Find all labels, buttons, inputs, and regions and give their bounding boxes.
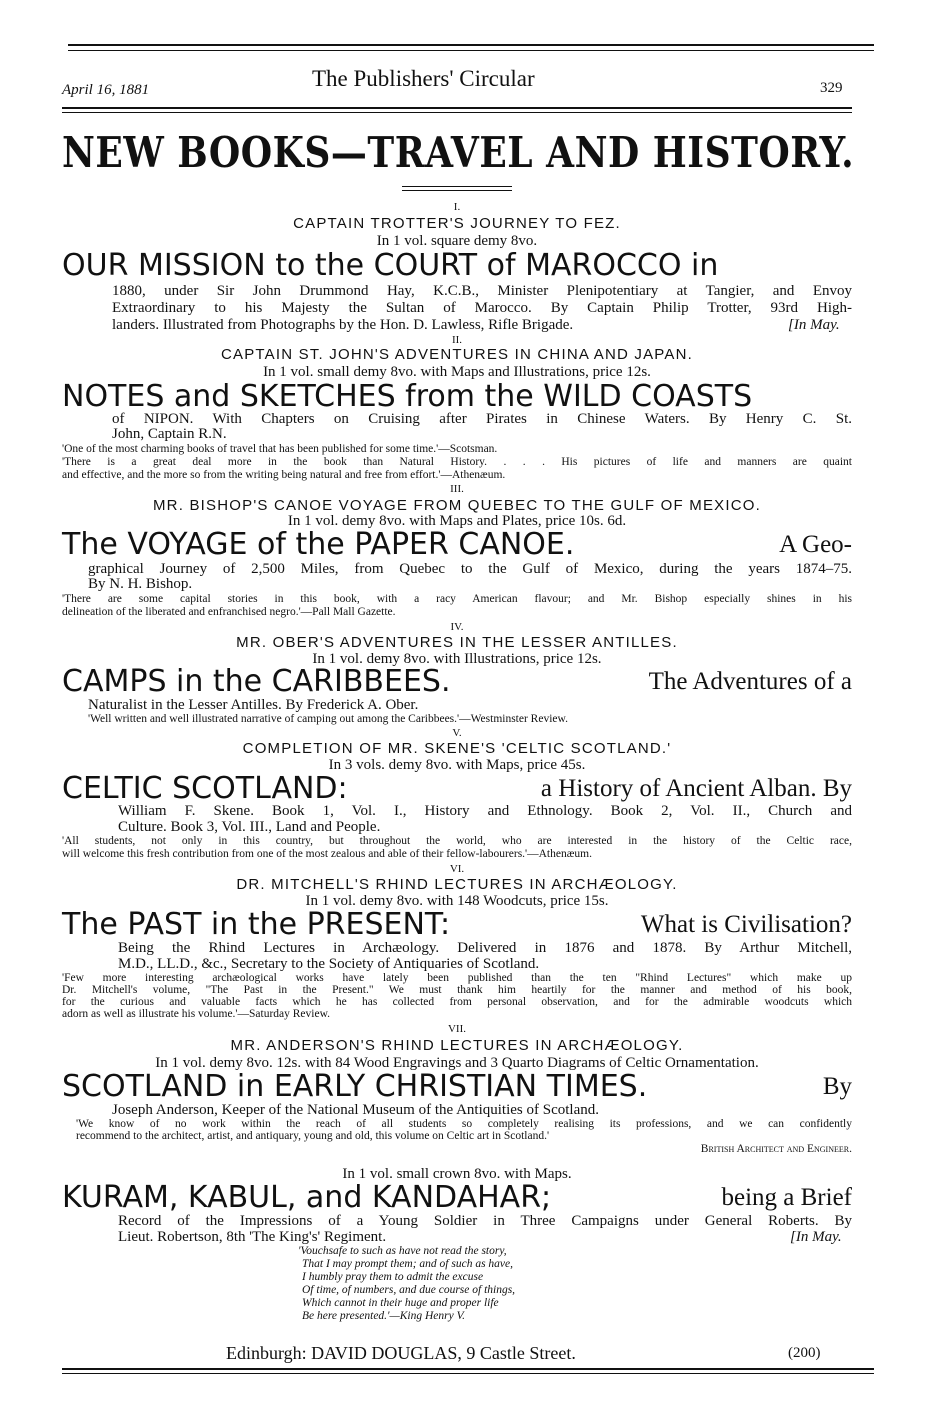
entry-title <box>62 1182 852 1214</box>
entry-title <box>62 1071 852 1103</box>
poem-line: Of time, of numbers, and due course of things, <box>302 1284 516 1296</box>
entry-title-tail: being a Brief <box>721 1184 852 1211</box>
entry-description: John, Captain R.N. <box>112 426 227 442</box>
header-rule <box>62 107 852 109</box>
entry-numeral: V. <box>452 727 462 739</box>
entry-description: Lieut. Robertson, 8th 'The King's' Regiment. <box>118 1229 387 1245</box>
entry-review: will welcome this fresh contribution from one of the most zealous and able of their fellow-labourers.'—Athenæum. <box>62 848 592 860</box>
entry-format: In 1 vol. demy 8vo. with Illustrations, price 12s. <box>312 651 602 667</box>
entry-format: In 1 vol. demy 8vo. with Maps and Plates, price 10s. 6d. <box>287 513 627 529</box>
entry-numeral: IV. <box>450 621 464 633</box>
entry-title-text: KURAM, KABUL, and KANDAHAR; <box>62 1180 552 1215</box>
entry-review: adorn as well as illustrate his volume.'—Saturday Review. <box>62 1008 331 1020</box>
entry-note: [In May. <box>790 1229 842 1245</box>
entry-description: landers. Illustrated from Photographs by the Hon. D. Lawless, Rifle Brigade. <box>112 317 574 333</box>
entry-title <box>62 909 852 941</box>
entry-format: In 3 vols. demy 8vo. with Maps, price 45s. <box>328 757 586 773</box>
journal-title: The Publishers' Circular <box>312 66 535 91</box>
entry-heading: MR. BISHOP'S CANOE VOYAGE FROM QUEBEC TO THE GULF OF MEXICO. <box>152 497 761 514</box>
issue-date: April 16, 1881 <box>62 82 150 98</box>
entry-title <box>62 529 852 561</box>
entry-review: Dr. Mitchell's volume, "The Past in the Present." We must thank him heartily for the manner and method of his book, <box>62 984 852 996</box>
entry-description: William F. Skene. Book 1, Vol. I., History and Ethnology. Book 2, Vol. II., Church and <box>118 803 852 819</box>
bottom-rule <box>62 1368 874 1370</box>
entry-numeral: III. <box>450 483 464 495</box>
entry-review: 'All students, not only in this country, but throughout the world, who are interested in the history of the Celtic race, <box>62 835 852 847</box>
entry-review: 'One of the most charming books of travel that has been published for some time.'—Scotsman. <box>62 443 498 455</box>
poem-line: 'Vouchsafe to such as have not read the story, <box>298 1245 507 1257</box>
entry-title <box>62 773 852 805</box>
publisher-imprint: Edinburgh: DAVID DOUGLAS, 9 Castle Street. <box>226 1343 576 1363</box>
entry-heading: DR. MITCHELL'S RHIND LECTURES IN ARCHÆOLOGY. <box>236 876 678 893</box>
entry-format: In 1 vol. small demy 8vo. with Maps and Illustrations, price 12s. <box>263 364 651 380</box>
page-number: 329 <box>820 80 843 96</box>
entry-title-tail: By <box>822 1073 852 1100</box>
entry-review: 'We know of no work within the reach of all students so completely realising its professions, and we can confidently <box>76 1118 852 1130</box>
entry-numeral: VI. <box>449 863 465 875</box>
top-rule-thin <box>68 50 874 51</box>
poem-line: That I may prompt them; and of such as have, <box>302 1258 514 1270</box>
entry-format: In 1 vol. demy 8vo. 12s. with 84 Wood Engravings and 3 Quarto Diagrams of Celtic Ornamentation. <box>155 1055 759 1071</box>
entry-description: Culture. Book 3, Vol. III., Land and People. <box>118 819 381 835</box>
entry-title <box>62 381 752 413</box>
entry-title-tail: What is Civilisation? <box>640 911 852 938</box>
entry-heading: COMPLETION OF MR. SKENE'S 'CELTIC SCOTLAND.' <box>242 740 672 757</box>
entry-description: Extraordinary to his Majesty the Sultan of Marocco. By Captain Philip Trotter, 93rd High- <box>112 300 852 316</box>
entry-description: By N. H. Bishop. <box>88 576 193 592</box>
entry-title-text: SCOTLAND in EARLY CHRISTIAN TIMES. <box>62 1069 648 1104</box>
entry-description: of NIPON. With Chapters on Cruising after Pirates in Chinese Waters. By Henry C. St. <box>112 411 852 427</box>
title-rule <box>402 186 512 187</box>
entry-format: In 1 vol. demy 8vo. with 148 Woodcuts, price 15s. <box>305 893 609 909</box>
entry-note: [In May. <box>788 317 840 333</box>
bottom-rule-thin <box>62 1373 874 1374</box>
entry-description: Naturalist in the Lesser Antilles. By Frederick A. Ober. <box>88 697 419 713</box>
entry-description: Being the Rhind Lectures in Archæology. Delivered in 1876 and 1878. By Arthur Mitchell, <box>118 940 852 956</box>
entry-title <box>62 666 852 698</box>
entry-review: delineation of the liberated and enfranchised negro.'—Pall Mall Gazette. <box>62 606 396 618</box>
entry-description: M.D., LL.D., &c., Secretary to the Society of Antiquaries of Scotland. <box>118 956 540 972</box>
entry-description: Joseph Anderson, Keeper of the National Museum of the Antiquities of Scotland. <box>112 1102 599 1118</box>
entry-numeral: I. <box>453 201 461 213</box>
entry-review: and effective, and the more so from the writing being natural and free from effort.'—Athenæum. <box>62 469 506 481</box>
entry-description: graphical Journey of 2,500 Miles, from Quebec to the Gulf of Mexico, during the years 1874–75. <box>88 561 852 577</box>
entry-title-tail: A Geo- <box>779 531 852 558</box>
entry-numeral: II. <box>451 334 463 346</box>
title-rule-2 <box>402 190 512 191</box>
entry-title-text: CAMPS in the CARIBBEES. <box>62 664 451 699</box>
entry-description: 1880, under Sir John Drummond Hay, K.C.B., Minister Plenipotentiary at Tangier, and Envoy <box>112 283 852 299</box>
entry-review: for the curious and valuable facts which he has collected from personal observation, and for the admirable woodcuts which <box>62 996 852 1008</box>
header-rule-thin <box>62 112 852 113</box>
poem-line: Be here presented.'—King Henry V. <box>302 1310 465 1322</box>
main-title: NEW BOOKS—TRAVEL AND HISTORY. <box>62 128 855 178</box>
entry-heading: MR. OBER'S ADVENTURES IN THE LESSER ANTILLES. <box>236 634 678 651</box>
poem-line: I humbly pray them to admit the excuse <box>302 1271 484 1283</box>
entry-heading: CAPTAIN TROTTER'S JOURNEY TO FEZ. <box>293 215 621 232</box>
entry-review: 'There are some capital stories in this book, with a racy American flavour; and Mr. Bishop especially shines in his <box>62 593 852 605</box>
entry-numeral: VII. <box>447 1023 467 1035</box>
entry-title-text: OUR MISSION to the COURT of MAROCCO in <box>62 248 719 283</box>
entry-title-tail: The Adventures of a <box>648 668 852 695</box>
entry-title-text: The VOYAGE of the PAPER CANOE. <box>62 527 575 562</box>
entry-review: recommend to the architect, artist, and antiquary, young and old, this volume on Celtic art in Scotland.' <box>76 1130 550 1142</box>
top-rule <box>68 44 874 46</box>
entry-title <box>62 250 852 282</box>
entry-heading: MR. ANDERSON'S RHIND LECTURES IN ARCHÆOLOGY. <box>230 1037 684 1054</box>
review-source: British Architect and Engineer. <box>700 1143 852 1155</box>
entry-title-text: NOTES and SKETCHES from the WILD COASTS <box>62 379 753 414</box>
entry-description: Record of the Impressions of a Young Soldier in Three Campaigns under General Roberts. By <box>118 1213 852 1229</box>
entry-review: 'Well written and well illustrated narrative of camping out among the Caribbees.'—Westminster Review. <box>88 713 568 725</box>
entry-title-tail: a History of Ancient Alban. By <box>540 775 852 802</box>
entry-format: In 1 vol. small crown 8vo. with Maps. <box>342 1166 572 1182</box>
poem-line: Which cannot in their huge and proper life <box>302 1297 499 1309</box>
entry-review: 'There is a great deal more in the book than Natural History. . . . His pictures of life and manners are quaint <box>62 456 852 468</box>
entry-format: In 1 vol. square demy 8vo. <box>376 233 538 249</box>
entry-title-text: The PAST in the PRESENT: <box>62 907 451 942</box>
advert-code: (200) <box>788 1345 821 1361</box>
entry-title-text: CELTIC SCOTLAND: <box>62 771 348 806</box>
entry-heading: CAPTAIN ST. JOHN'S ADVENTURES IN CHINA AND JAPAN. <box>220 346 694 363</box>
entry-review: 'Few more interesting archæological works have lately been published than the ten "Rhind Lectures" which make up <box>62 972 852 984</box>
